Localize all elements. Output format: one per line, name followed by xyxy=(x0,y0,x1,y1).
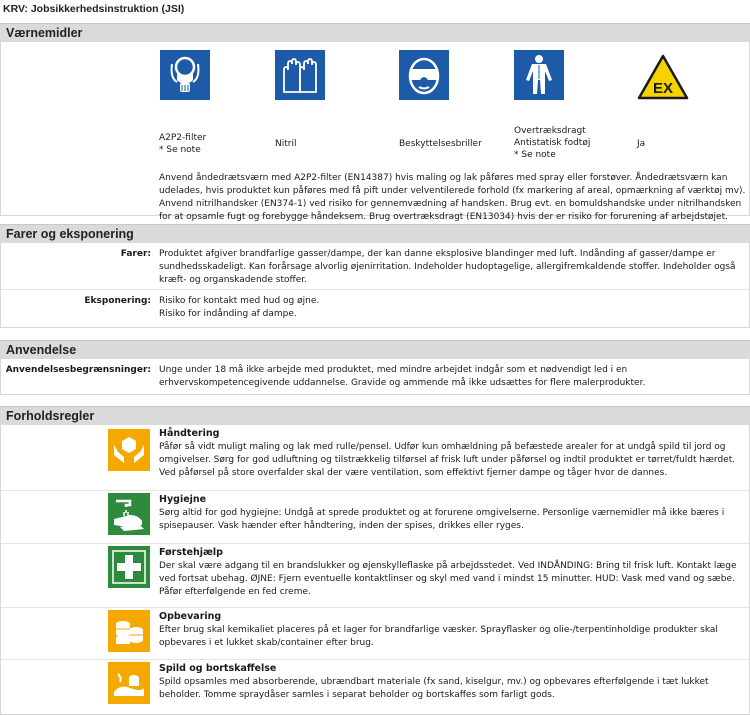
ppe-label-ex xyxy=(637,138,645,150)
storage-icon xyxy=(108,610,150,652)
precaution-title: Spild og bortskaffelse xyxy=(159,663,277,674)
hazard-label: Farer: xyxy=(120,249,151,259)
usage-label: Anvendelsesbegrænsninger: xyxy=(5,365,151,375)
precautions-panel xyxy=(0,425,750,715)
precaution-text: Der skal være adgang til en brandslukker og øjenskylleflaske på arbejdsstedet. Ved INDÅNDING: Bring til frisk luft. Kontakt læge ved fortsat ubehag. ØJNE: Fjern eventuelle kontaktlinser og skyl med vand i mindst 15 minutter. HUD: Vask med vand og sæbe. Påfør efterfølgende en fed creme. xyxy=(159,561,737,597)
section-header-vaernemidler: Værnemidler xyxy=(0,23,750,42)
ppe-note: Anvend åndedrætsværn med A2P2-filter (EN14387) hvis maling og lak påføres med spray eller forstøver. Åndedrætsværn kan udelades, hvis produktet kun påføres med få pift under velventilerede forhold (fx markering af areal, opmærkning af værktøj mv). Anvend nitrilhandsker (EN374-1) ved risiko for gennemvædning af handsken. Brug evt. en bomuldshandske under nitrilhandsken for at opsamle fugt og forebygge håndeksem. Brug overtræksdragt (EN13034) hvis der er risiko for forurening af arbejdstøjet. xyxy=(159,173,746,222)
ppe-label-line: A2P2-filter xyxy=(159,133,207,143)
ppe-label-goggles xyxy=(399,138,482,150)
precaution-handling xyxy=(1,425,749,491)
precaution-text: Sørg altid for god hygiejne: Undgå at sprede produktet og at forurene omgivelserne. Personlige værnemidler må ikke bæres i spisepauser. Vask hænder efter håndtering, inden der spises, drikkes eller ryges. xyxy=(159,508,725,531)
usage-panel xyxy=(0,359,750,395)
ppe-label-coverall xyxy=(514,125,590,161)
exposure-row xyxy=(1,290,749,327)
precaution-title: Håndtering xyxy=(159,428,220,439)
exposure-line: Risiko for kontakt med hud og øjne. xyxy=(159,296,320,306)
ppe-label-line: * Se note xyxy=(514,150,556,160)
ppe-label-gloves xyxy=(275,138,296,150)
respirator-icon xyxy=(160,50,210,105)
ppe-label-line: Overtræksdragt xyxy=(514,126,586,136)
ppe-label-line: Nitril xyxy=(275,139,297,149)
section-forholdsregler xyxy=(0,406,750,715)
precaution-title: Førstehjælp xyxy=(159,547,223,558)
spill-icon xyxy=(108,662,150,704)
precaution-text: Efter brug skal kemikaliet placeres på et lager for brandfarlige væsker. Sprayflasker og olie-/terpentinholdige produkter skal opbevares i et lukket skab/container efter brug. xyxy=(159,625,718,648)
exposure-line: Risiko for indånding af dampe. xyxy=(159,309,297,319)
section-header-anvendelse: Anvendelse xyxy=(0,340,750,359)
precaution-text: Påfør så vidt muligt maling og lak med rulle/pensel. Udfør kun omhældning på befæstede arealer for at undgå spild til jord og omgivelser. Sørg for god udluftning og tilstrækkelig tilførsel af frisk luft under påførsel og indtil produktet er tørret/fuldt hærdet. Ved påførsel på store overfalder skal der være ventilation, som effektivt fjerner dampe og tåger hvor de dannes. xyxy=(159,442,736,478)
exposure-label: Eksponering: xyxy=(84,296,151,306)
precaution-text: Spild opsamles med absorberende, ubrændbart materiale (fx sand, kiselgur, mv.) og opbevares efterfølgende i tæt lukket beholder. Tomme spraydåser samles i separat beholder og bortskaffes som farligt gods. xyxy=(159,677,709,700)
hand-wash-icon xyxy=(108,493,150,535)
svg-text:EX: EX xyxy=(652,80,674,97)
ex-warning-icon xyxy=(637,54,689,105)
section-farer xyxy=(0,224,750,328)
precaution-spill xyxy=(1,660,749,713)
section-header-farer: Farer og eksponering xyxy=(0,224,750,243)
ppe-label-line: * Se note xyxy=(159,145,201,155)
handling-icon xyxy=(108,429,150,471)
gloves-icon xyxy=(275,50,325,105)
goggles-icon xyxy=(399,50,449,105)
section-vaernemidler xyxy=(0,23,750,222)
hazard-text: Produktet afgiver brandfarlige gasser/dampe, der kan danne eksplosive blandinger med luft. Indånding af gasser/dampe er sundhedsskadeligt. Kan forårsage alvorlig øjenirritation. Indeholder hudoptagelige, allergifremkaldende stoffer. Indeholder også kræft- og organskadende stoffer. xyxy=(159,249,736,285)
precaution-storage xyxy=(1,608,749,660)
ppe-label-respirator xyxy=(159,132,206,156)
precaution-hygiene xyxy=(1,491,749,544)
section-anvendelse xyxy=(0,340,750,395)
first-aid-icon xyxy=(108,546,150,588)
ppe-label-line: Beskyttelsesbriller xyxy=(399,139,482,149)
hazard-row xyxy=(1,243,749,290)
coverall-icon xyxy=(514,50,564,105)
ppe-panel xyxy=(0,42,750,222)
document-title: KRV: Jobsikkerhedsinstruktion (JSI) xyxy=(3,3,185,15)
hazards-panel xyxy=(0,243,750,328)
section-header-forholdsregler: Forholdsregler xyxy=(0,406,750,425)
exposure-text xyxy=(159,295,747,321)
usage-text: Unge under 18 må ikke arbejde med produktet, med mindre arbejdet indgår som et nødvendigt led i en erhvervskompetencegivende uddannelse. Gravide og ammende må ikke udsættes for flere malerprodukter. xyxy=(159,365,646,388)
precaution-first-aid xyxy=(1,544,749,608)
ppe-label-line: Ja xyxy=(637,139,646,149)
precaution-title: Opbevaring xyxy=(159,611,222,622)
ppe-label-line: Antistatisk fodtøj xyxy=(514,138,591,148)
precaution-title: Hygiejne xyxy=(159,494,207,505)
